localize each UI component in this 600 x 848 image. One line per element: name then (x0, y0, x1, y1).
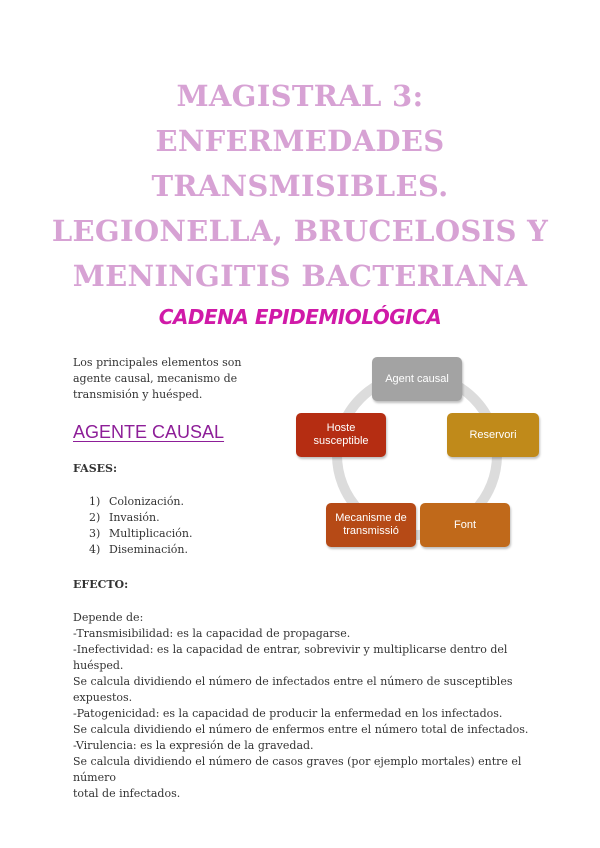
title-line: TRANSMISIBLES. (151, 169, 449, 203)
list-number: 1) (89, 495, 101, 508)
body-line: -Virulencia: es la expresión de la gravedad. (73, 739, 314, 752)
node-reservori: Reservori (447, 413, 539, 457)
section-subtitle: CADENA EPIDEMIOLÓGICA (158, 305, 442, 329)
document-title (40, 74, 560, 299)
efecto-body (73, 610, 543, 802)
list-number: 2) (89, 511, 101, 524)
list-text: Diseminación. (109, 543, 188, 556)
node-font: Font (420, 503, 510, 547)
title-line: LEGIONELLA, BRUCELOSIS Y (51, 214, 549, 248)
title-line: ENFERMEDADES (155, 124, 445, 158)
list-item (89, 542, 192, 558)
list-text: Invasión. (109, 511, 160, 524)
body-line: Se calcula dividiendo el número de enfermos entre el número total de infectados. (73, 723, 529, 736)
body-line: expuestos. (73, 691, 133, 704)
title-line: MENINGITIS BACTERIANA (72, 259, 528, 293)
list-item (89, 510, 192, 526)
list-number: 3) (89, 527, 101, 540)
list-item (89, 526, 192, 542)
efecto-label: EFECTO: (73, 578, 129, 591)
list-text: Multiplicación. (109, 527, 193, 540)
body-line: Depende de: (73, 611, 144, 624)
body-line: -Patogenicidad: es la capacidad de producir la enfermedad en los infectados. (73, 707, 503, 720)
node-mecanisme-transmissio: Mecanisme de transmissió (326, 503, 416, 547)
phase-list (89, 494, 192, 558)
body-line: -Transmisibilidad: es la capacidad de propagarse. (73, 627, 351, 640)
body-line: -Inefectividad: es la capacidad de entrar, sobrevivir y multiplicarse dentro del huésped. (73, 643, 508, 672)
intro-paragraph: Los principales elementos son agente causal, mecanismo de transmisión y huésped. (73, 356, 242, 401)
body-line: Se calcula dividiendo el número de infectados entre el número de susceptibles (73, 675, 513, 688)
list-number: 4) (89, 543, 101, 556)
list-item (89, 494, 192, 510)
title-line: MAGISTRAL 3: (176, 79, 424, 113)
body-line: Se calcula dividiendo el número de casos graves (por ejemplo mortales) entre el número (73, 755, 522, 784)
epidemiological-chain-diagram (290, 355, 550, 555)
fases-label: FASES: (73, 462, 118, 475)
node-hoste-susceptible: Hoste susceptible (296, 413, 386, 457)
node-agent-causal: Agent causal (372, 357, 462, 401)
list-text: Colonización. (109, 495, 185, 508)
body-line: total de infectados. (73, 787, 181, 800)
section-heading-agente-causal: AGENTE CAUSAL (73, 422, 225, 442)
